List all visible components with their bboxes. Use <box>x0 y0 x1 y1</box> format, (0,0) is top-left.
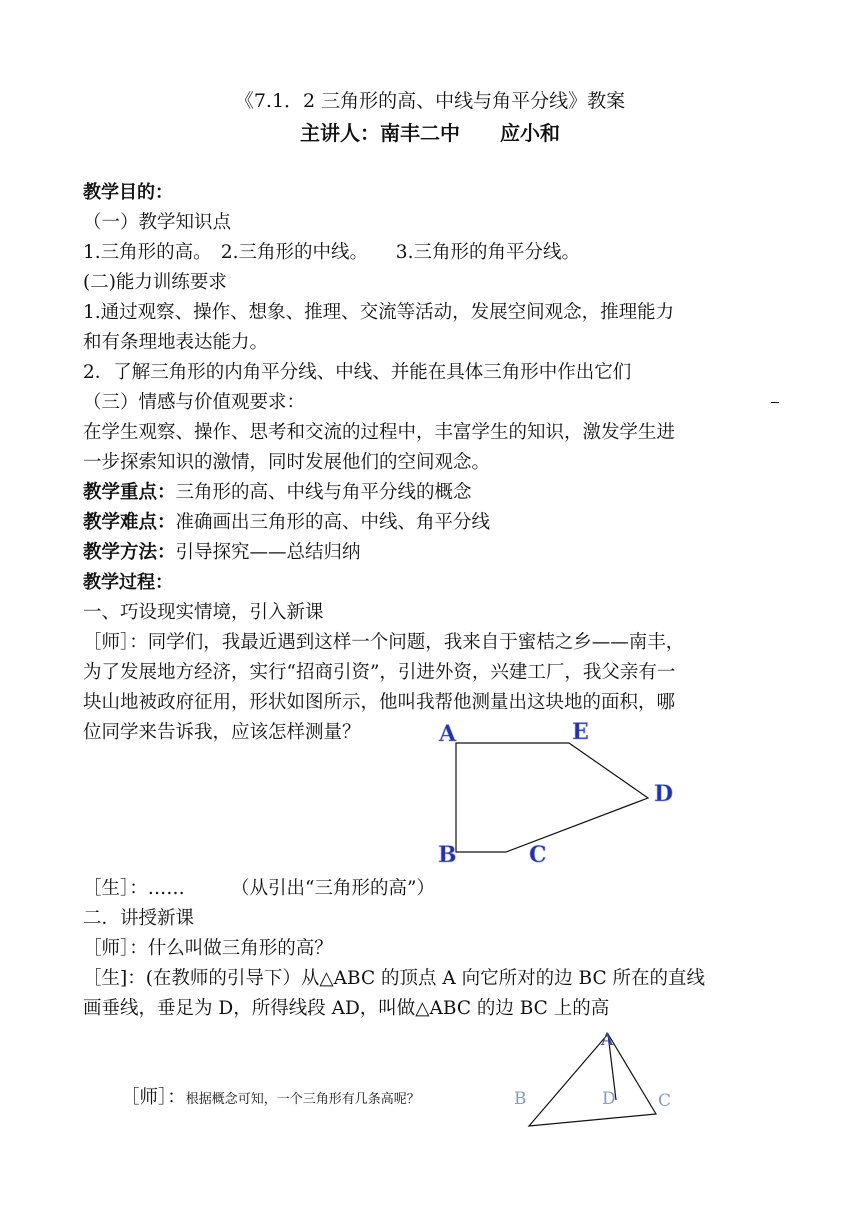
teacher-line-3-label: ［师］： <box>121 1087 186 1108</box>
triangle-shape <box>529 1034 656 1126</box>
teaching-method-label: 教学方法： <box>83 542 176 563</box>
knowledge-items: 1.三角形的高。 2.三角形的中线。 3.三角形的角平分线。 <box>83 242 580 263</box>
student-line-1: ［生］：…… （从引出“三角形的高”） <box>83 878 435 899</box>
pentagon-figure <box>430 712 690 872</box>
ability-item-2: 2．了解三角形的内角平分线、中线、并能在具体三角形中作出它们 <box>83 362 632 383</box>
objective-heading: 教学目的： <box>83 182 173 203</box>
teacher-line-1b: 为了发展地方经济，实行“招商引资”，引进外资，兴建工厂，我父亲有一 <box>83 662 676 683</box>
student-line-2a: ［生]：(在教师的引导下）从△ABC 的顶点 A 向它所对的边 BC 所在的直线 <box>83 968 705 989</box>
emotion-text-a: 在学生观察、操作、思考和交流的过程中，丰富学生的知识，激发学生进 <box>83 422 676 443</box>
difficult-point <box>83 511 490 535</box>
key-point <box>83 481 472 505</box>
teacher-line-2: ［师］：什么叫做三角形的高？ <box>83 938 333 959</box>
point-label-b: B <box>438 842 457 868</box>
ability-item-1b: 和有条理地表达能力。 <box>83 332 269 353</box>
point-label-c: C <box>529 842 547 868</box>
emotion-text-b: 一步探索知识的激情，同时发展他们的空间观念。 <box>83 452 491 473</box>
point-label-a: A <box>439 721 457 747</box>
triangle-label-d: D <box>602 1089 616 1109</box>
student-line-2b: 画垂线，垂足为 D，所得线段 AD，叫做△ABC 的边 BC 上的高 <box>83 998 610 1019</box>
part1-heading: 一、巧设现实情境，引入新课 <box>83 602 324 623</box>
ability-item-1a: 1.通过观察、操作、想象、推理、交流等活动，发展空间观念，推理能力 <box>83 302 675 323</box>
triangle-label-b: B <box>514 1089 527 1109</box>
process-heading: 教学过程： <box>83 572 173 593</box>
point-label-e: E <box>572 719 589 745</box>
point-label-d: D <box>654 781 674 807</box>
pentagon-shape <box>456 743 648 852</box>
ability-heading: (二)能力训练要求 <box>83 272 227 293</box>
document-subtitle: 主讲人：南丰二中 应小和 <box>300 121 560 145</box>
teacher-line-1d: 位同学来告诉我，应该怎样测量？ <box>83 722 361 743</box>
emotion-heading: （三）情感与价值观要求： <box>83 392 306 413</box>
knowledge-heading: （一）教学知识点 <box>83 212 232 233</box>
key-point-label: 教学重点： <box>83 482 176 503</box>
key-point-text: 三角形的高、中线与角平分线的概念 <box>175 482 472 503</box>
triangle-label-a: A <box>601 1030 614 1050</box>
teacher-line-1a: ［师］：同学们，我最近遇到这样一个问题，我来自于蜜桔之乡——南丰， <box>83 632 685 653</box>
teacher-line-3 <box>121 1086 420 1112</box>
teaching-method <box>83 541 361 565</box>
difficult-point-label: 教学难点： <box>83 512 176 533</box>
triangle-figure <box>500 1022 690 1132</box>
document-title: 《7.1．2 三角形的高、中线与角平分线》教案 <box>234 90 626 112</box>
triangle-label-c: C <box>658 1091 672 1111</box>
teacher-line-3-text: 根据概念可知，一个三角形有几条高呢？ <box>185 1092 420 1107</box>
difficult-point-text: 准确画出三角形的高、中线、角平分线 <box>175 512 491 533</box>
part2-heading: 二．讲授新课 <box>83 908 195 929</box>
teacher-line-1c: 块山地被政府征用，形状如图所示，他叫我帮他测量出这块地的面积，哪 <box>83 692 676 713</box>
teaching-method-text: 引导探究——总结归纳 <box>175 542 361 563</box>
margin-mark <box>771 402 779 403</box>
